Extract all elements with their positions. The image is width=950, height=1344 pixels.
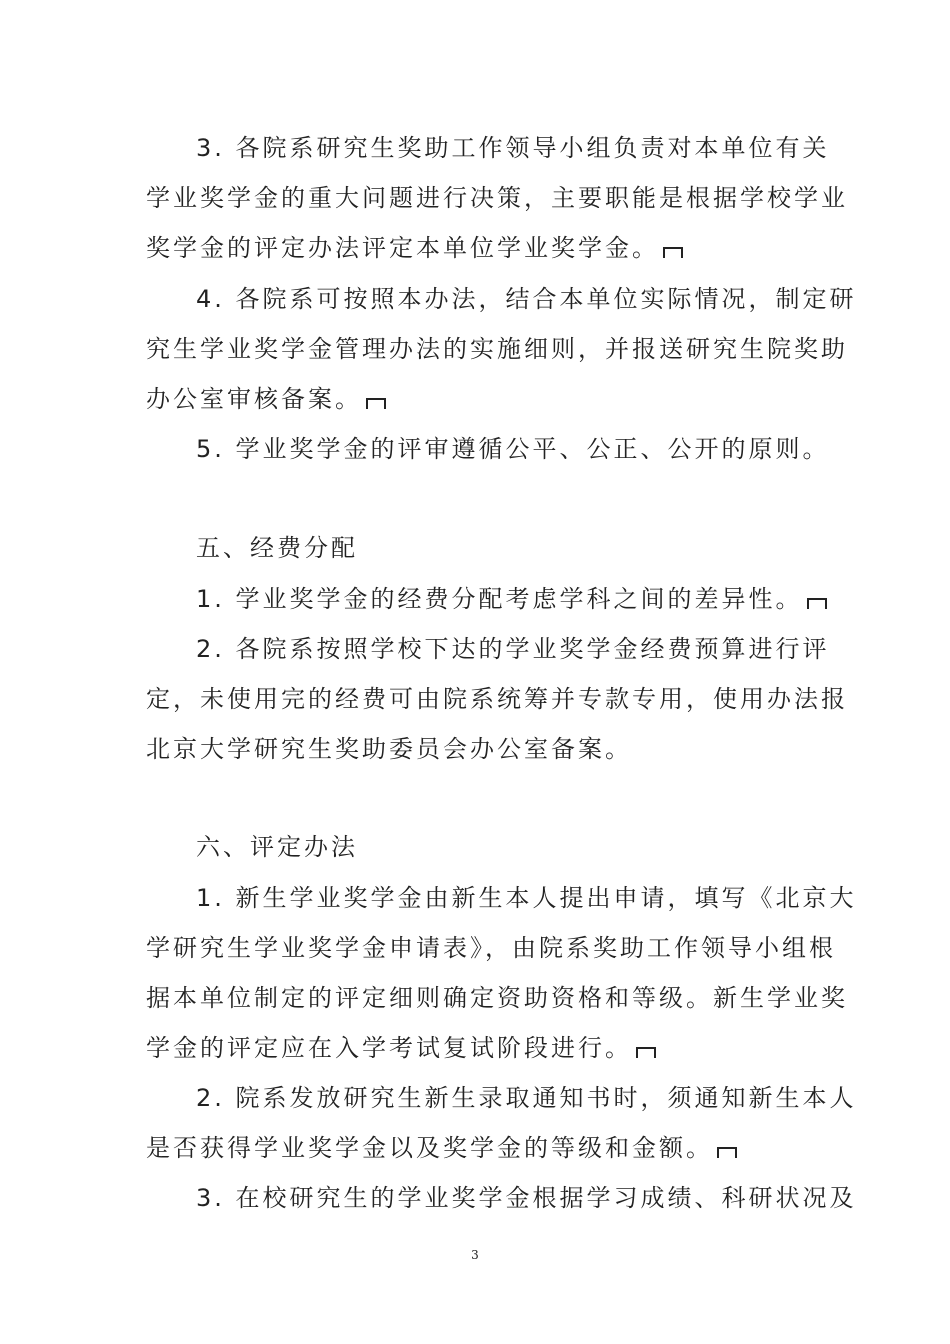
paragraph-mark-icon: [717, 1147, 737, 1158]
text-line: 据本单位制定的评定细则确定资助资格和等级。新生学业奖: [146, 984, 848, 1012]
page-number: 3: [471, 1248, 479, 1262]
text-line: 2. 院系发放研究生新生录取通知书时，须通知新生本人: [196, 1084, 857, 1112]
paragraph-mark-icon: [366, 398, 386, 409]
text-line-content: 1. 学业奖学金的经费分配考虑学科之间的差异性。: [196, 585, 803, 613]
text-line: 3. 在校研究生的学业奖学金根据学习成绩、科研状况及: [196, 1184, 857, 1212]
paragraph-mark-icon: [636, 1047, 656, 1058]
text-line: 2. 各院系按照学校下达的学业奖学金经费预算进行评: [196, 635, 830, 663]
text-line: 4. 各院系可按照本办法，结合本单位实际情况，制定研: [196, 285, 857, 313]
text-line: [146, 233, 683, 263]
text-line: 5. 学业奖学金的评审遵循公平、公正、公开的原则。: [196, 435, 830, 463]
text-line-content: 办公室审核备案。: [146, 385, 362, 413]
text-line: 学研究生学业奖学金申请表》，由院系奖助工作领导小组根: [146, 934, 836, 962]
text-line: [196, 584, 827, 614]
text-line: 3. 各院系研究生奖助工作领导小组负责对本单位有关: [196, 134, 830, 162]
text-line-content: 是否获得学业奖学金以及奖学金的等级和金额。: [146, 1134, 713, 1162]
paragraph-mark-icon: [807, 598, 827, 609]
text-line: [146, 384, 386, 414]
text-line: [146, 1133, 737, 1163]
text-line-content: 奖学金的评定办法评定本单位学业奖学金。: [146, 234, 659, 262]
section-heading: 六、评定办法: [196, 833, 358, 861]
text-line: [146, 1033, 656, 1063]
text-line: 学业奖学金的重大问题进行决策，主要职能是根据学校学业: [146, 184, 848, 212]
paragraph-mark-icon: [663, 247, 683, 258]
text-line: 1. 新生学业奖学金由新生本人提出申请，填写《北京大: [196, 884, 857, 912]
text-line: 定，未使用完的经费可由院系统筹并专款专用，使用办法报: [146, 685, 848, 713]
text-line: 究生学业奖学金管理办法的实施细则，并报送研究生院奖助: [146, 335, 848, 363]
text-line: 北京大学研究生奖助委员会办公室备案。: [146, 735, 632, 763]
section-heading: 五、经费分配: [196, 534, 358, 562]
text-line-content: 学金的评定应在入学考试复试阶段进行。: [146, 1034, 632, 1062]
